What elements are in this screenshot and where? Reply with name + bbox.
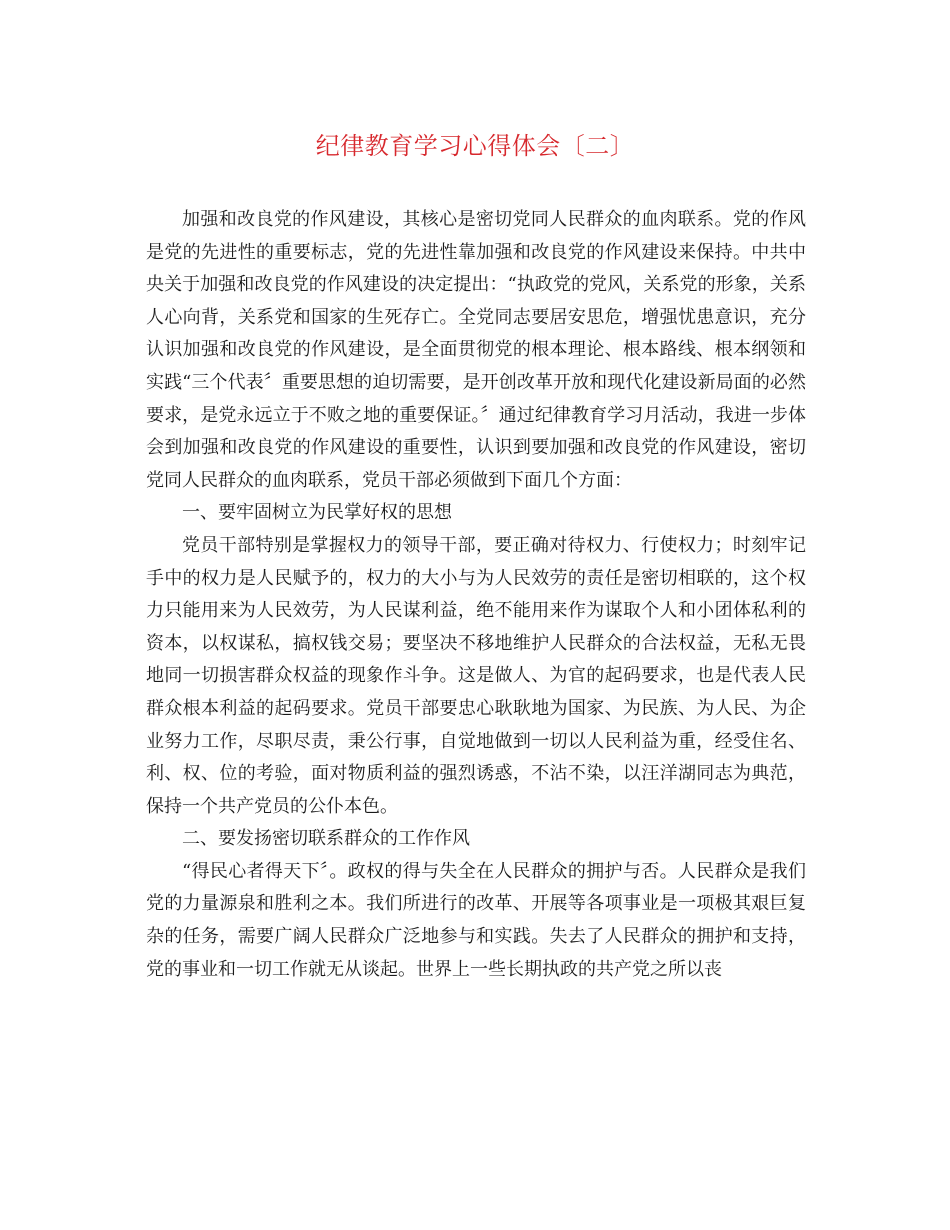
section-heading-2: 二、要发扬密切联系群众的工作作风 (182, 828, 470, 850)
paragraph-intro: 加强和改良党的作风建设，其核心是密切党同人民群众的血肉联系。党的作风是党的先进性的重要标志，党的先进性靠加强和改良党的作风建设来保持。中共中央关于加强和改良党的作风建设的决定提出：“执政党的党风，关系党的形象，关系人心向背，关系党和国家的生死存亡。全党同志要居安思危，增强忧患意识，充分认识加强和改良党的作风建设，是全面贯彻党的根本理论、根本路线、根本纲领和实践“三个代表〞重要思想的迫切需要，是开创改革开放和现代化建设新局面的必然要求，是党永远立于不败之地的重要保证。〞通过纪律教育学习月活动，我进一步体会到加强和改良党的作风建设的重要性，认识到要加强和改良党的作风建设，密切党同人民群众的血肉联系，党员干部必须做到下面几个方面： (146, 209, 806, 491)
document-title: 纪律教育学习心得体会〔二〕 (315, 132, 635, 160)
section-heading-1: 一、要牢固树立为民掌好权的思想 (182, 502, 452, 524)
paragraph-section-1: 党员干部特别是掌握权力的领导干部，要正确对待权力、行使权力；时刻牢记手中的权力是人民赋予的，权力的大小与为人民效劳的责任是密切相联的，这个权力只能用来为人民效劳，为人民谋利益，绝不能用来作为谋取个人和小团体私利的资本，以权谋私，搞权钱交易；要坚决不移地维护人民群众的合法权益，无私无畏地同一切损害群众权益的现象作斗争。这是做人、为官的起码要求，也是代表人民群众根本利益的起码要求。党员干部要忠心耿耿地为国家、为民族、为人民、为企业努力工作，尽职尽责，秉公行事，自觉地做到一切以人民利益为重，经受住名、利、权、位的考验，面对物质利益的强烈诱惑，不沾不染，以汪洋湖同志为典范，保持一个共产党员的公仆本色。 (146, 534, 806, 817)
document-body (146, 204, 806, 986)
paragraph-section-2: “得民心者得天下〞。政权的得与失全在人民群众的拥护与否。人民群众是我们党的力量源泉和胜利之本。我们所进行的改革、开展等各项事业是一项极其艰巨复杂的任务，需要广阔人民群众广泛地参与和实践。失去了人民群众的拥护和支持，党的事业和一切工作就无从谈起。世界上一些长期执政的共产党之所以丧 (146, 860, 806, 980)
